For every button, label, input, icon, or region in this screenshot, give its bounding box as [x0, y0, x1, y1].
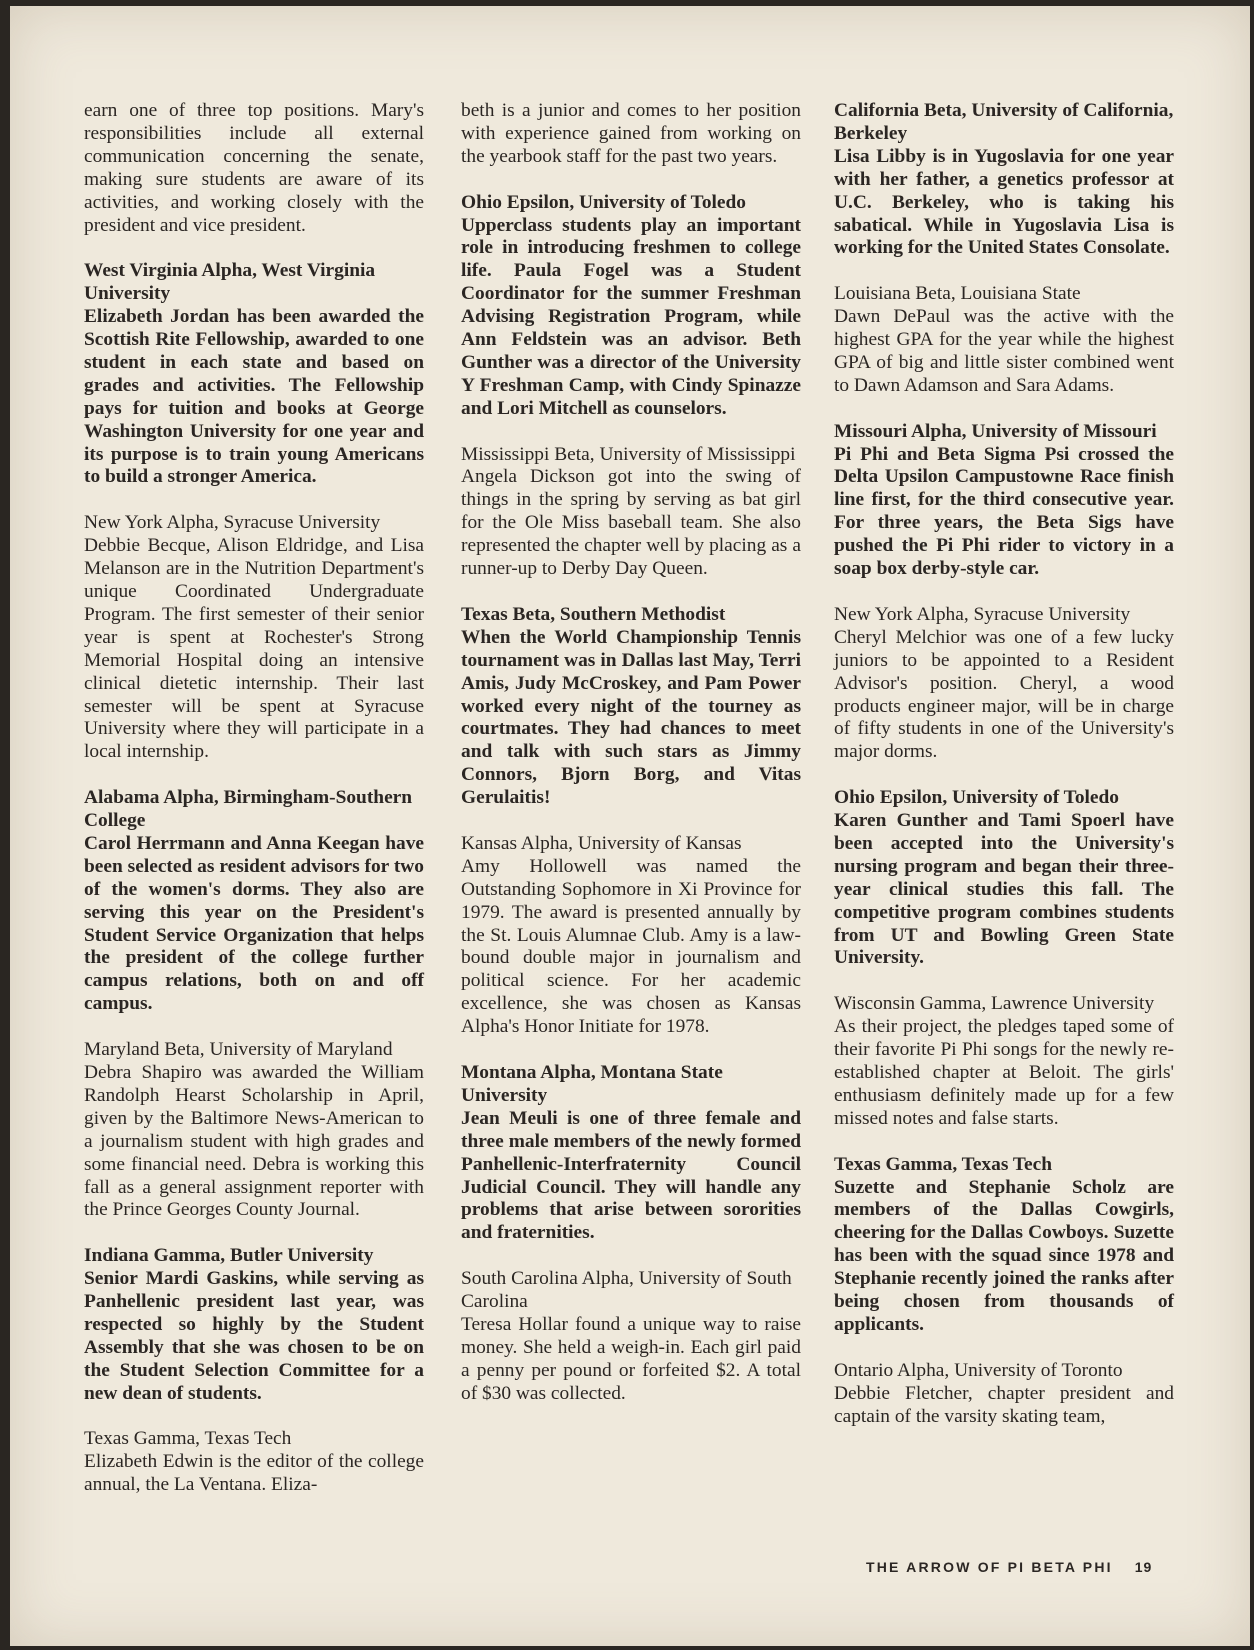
chapter-heading: South Carolina Alpha, University of South Carolina [461, 1268, 792, 1313]
chapter-body: Lisa Libby is in Yugoslavia for one year with her father, a genetics professor at U.C. Berkeley, who is taking his sabatical. While in Yugoslavia Lisa is working for the United States Consolate. [834, 145, 1174, 259]
chapter-entry [461, 1268, 801, 1405]
chapter-entry [461, 604, 801, 810]
chapter-entry [461, 833, 801, 1039]
chapter-body: Carol Herrmann and Anna Keegan have been selected as resident advisors for two of the women's dorms. They also are serving this year on the President's Student Service Organization that helps the president of the college further campus relations, both on and off campus. [84, 832, 424, 1015]
chapter-entry [84, 260, 424, 489]
chapter-body: Senior Mardi Gaskins, while serving as Panhellenic president last year, was respected so highly by the Student Assembly that she was chosen to be on the Student Selection Committee for a new dean of students. [84, 1268, 424, 1404]
chapter-heading: Ohio Epsilon, University of Toledo [461, 191, 746, 213]
chapter-entry [461, 1062, 801, 1245]
chapter-entry [834, 787, 1174, 970]
chapter-body: Elizabeth Jordan has been awarded the Scottish Rite Fellowship, awarded to one student in each state and based on grades and activities. The Fellowship pays for tuition and books at George Washington University for one year and its purpose is to train young Americans to build a stronger America. [84, 306, 424, 488]
publication-title: THE ARROW OF PI BETA PHI [866, 1559, 1113, 1575]
chapter-entry [834, 100, 1174, 260]
chapter-entry [834, 1154, 1174, 1337]
chapter-entry [84, 1039, 424, 1222]
chapter-body: Elizabeth Edwin is the editor of the college annual, the La Ventana. Eliza- [84, 1451, 424, 1496]
chapter-entry [461, 444, 801, 581]
chapter-body: Angela Dickson got into the swing of things in the spring by serving as bat girl for the Ole Miss baseball team. She also represented the chapter well by placing as a runner-up to Derby Day Queen. [461, 466, 801, 580]
chapter-entry [834, 421, 1174, 581]
chapter-body: As their project, the pledges taped some of their favorite Pi Phi songs for the newly re-established chapter at Beloit. The girls' enthusiasm definitely made up for a few missed notes and false starts. [834, 1016, 1174, 1129]
page-number: 19 [1134, 1559, 1153, 1575]
chapter-body: beth is a junior and comes to her position with experience gained from working on the yearbook staff for the past two years. [461, 100, 801, 167]
column-left [84, 100, 424, 1520]
chapter-heading: Texas Beta, Southern Methodist [461, 603, 726, 625]
chapter-body: Karen Gunther and Tami Spoerl have been accepted into the University's nursing program and began their three-year clinical studies this fall. The competitive program combines students from UT and Bowling Green State University. [834, 810, 1174, 969]
chapter-entry [834, 604, 1174, 764]
chapter-heading: Texas Gamma, Texas Tech [834, 1153, 1053, 1175]
chapter-body: When the World Championship Tennis tournament was in Dallas last May, Terri Amis, Judy McCroskey, and Pam Power worked every night of the tourney as courtmates. They had chances to meet and talk with such stars as Jimmy Connors, Bjorn Borg, and Vitas Gerulaitis! [461, 626, 801, 809]
chapter-heading: Ohio Epsilon, University of Toledo [834, 787, 1119, 809]
chapter-heading: Mississippi Beta, University of Mississippi [461, 443, 796, 465]
chapter-heading: Alabama Alpha, Birmingham-Southern College [84, 787, 413, 832]
chapter-heading: Louisiana Beta, Louisiana State [834, 283, 1081, 305]
chapter-body: Dawn DePaul was the active with the highest GPA for the year while the highest GPA of big and little sister combined went to Dawn Adamson and Sara Adams. [834, 306, 1174, 396]
chapter-entry [84, 100, 424, 237]
chapter-heading: West Virginia Alpha, West Virginia University [84, 260, 376, 305]
chapter-heading: Texas Gamma, Texas Tech [84, 1428, 292, 1450]
column-right [834, 100, 1174, 1451]
chapter-body: earn one of three top positions. Mary's responsibilities include all external communication concerning the senate, making sure students are aware of its activities, and working closely with the president and vice president. [84, 100, 424, 236]
chapter-heading: New York Alpha, Syracuse University [834, 603, 1131, 625]
chapter-body: Amy Hollowell was named the Outstanding Sophomore in Xi Province for 1979. The award is presented annually by the St. Louis Alumnae Club. Amy is a law-bound double major in journalism and political science. For her academic excellence, she was chosen as Kansas Alpha's Honor Initiate for 1978. [461, 855, 801, 1038]
column-middle [461, 100, 801, 1428]
chapter-body: Debbie Becque, Alison Eldridge, and Lisa Melanson are in the Nutrition Department's unique Coordinated Undergraduate Program. The first semester of their senior year is spent at Rochester's Strong Memorial Hospital doing an intensive clinical dietetic internship. Their last semester will be spent at Syracuse University where they will participate in a local internship. [84, 535, 424, 763]
magazine-page [10, 6, 1250, 1646]
chapter-heading: Ontario Alpha, University of Toronto [834, 1359, 1123, 1381]
chapter-entry [84, 512, 424, 764]
chapter-body: Jean Meuli is one of three female and three male members of the newly formed Panhellenic-Interfraternity Council Judicial Council. They will handle any problems that arise between sororities and fraternities. [461, 1107, 801, 1244]
chapter-heading: Missouri Alpha, University of Missouri [834, 420, 1157, 442]
chapter-entry [834, 1360, 1174, 1429]
chapter-heading: Montana Alpha, Montana State University [461, 1061, 723, 1106]
chapter-heading: Indiana Gamma, Butler University [84, 1245, 374, 1267]
chapter-entry [84, 1245, 424, 1405]
chapter-body: Suzette and Stephanie Scholz are members of the Dallas Cowgirls, cheering for the Dallas Cowboys. Suzette has been with the squad since 1978 and Stephanie recently joined the ranks after being chosen from thousands of applicants. [834, 1176, 1174, 1335]
chapter-heading: Maryland Beta, University of Maryland [84, 1039, 393, 1061]
chapter-heading: California Beta, University of California, Berkeley [834, 100, 1174, 144]
chapter-body: Debbie Fletcher, chapter president and captain of the varsity skating team, [834, 1382, 1174, 1427]
chapter-body: Pi Phi and Beta Sigma Psi crossed the Delta Upsilon Campustowne Race finish line first, for the third consecutive year. For three years, the Beta Sigs have pushed the Pi Phi rider to victory in a soap box derby-style car. [834, 443, 1174, 580]
chapter-body: Upperclass students play an important role in introducing freshmen to college life. Paula Fogel was a Student Coordinator for the summer Freshman Advising Registration Program, while Ann Feldstein was an advisor. Beth Gunther was a director of the University Y Freshman Camp, with Cindy Spinazze and Lori Mitchell as counselors. [461, 214, 801, 419]
page-footer [866, 1559, 1152, 1575]
chapter-entry [834, 993, 1174, 1130]
chapter-heading: New York Alpha, Syracuse University [84, 512, 381, 534]
chapter-body: Debra Shapiro was awarded the William Randolph Hearst Scholarship in April, given by the Baltimore News-American to a journalism student with high grades and some financial need. Debra is working this fall as a general assignment reporter with the Prince Georges County Journal. [84, 1062, 424, 1221]
chapter-body: Teresa Hollar found a unique way to raise money. She held a weigh-in. Each girl paid a penny per pound or forfeited $2. A total of $30 was collected. [461, 1313, 801, 1404]
chapter-heading: Kansas Alpha, University of Kansas [461, 832, 742, 854]
chapter-entry [84, 1428, 424, 1497]
chapter-body: Cheryl Melchior was one of a few lucky juniors to be appointed to a Resident Advisor's position. Cheryl, a wood products engineer major, will be in charge of fifty students in one of the University's major dorms. [834, 626, 1174, 763]
chapter-entry [461, 192, 801, 421]
chapter-entry [84, 787, 424, 1016]
chapter-entry [834, 283, 1174, 398]
chapter-entry [461, 100, 801, 169]
chapter-heading: Wisconsin Gamma, Lawrence University [834, 993, 1155, 1015]
